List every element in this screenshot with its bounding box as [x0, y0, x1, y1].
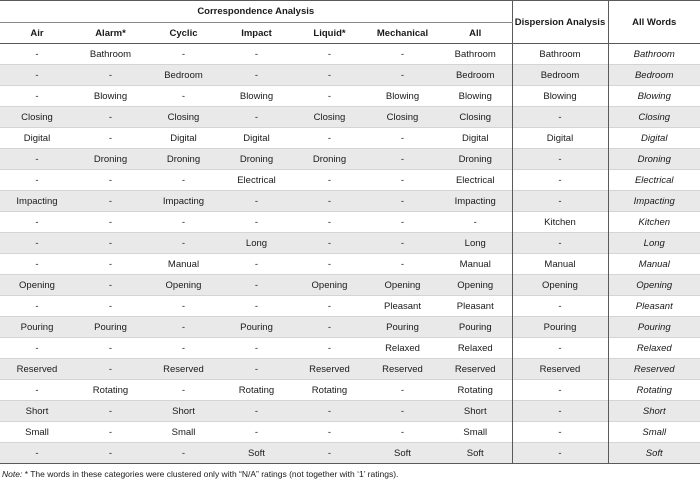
table-cell: Pouring [0, 317, 74, 338]
table-cell: Electrical [455, 174, 495, 186]
correspondence-analysis-header: Correspondence Analysis [0, 1, 512, 23]
table-cell: Bathroom [512, 44, 608, 65]
table-cell: Blowing [385, 90, 420, 102]
table-cell: Impacting [439, 191, 512, 212]
table-cell: - [108, 174, 113, 186]
table-cell: - [220, 359, 293, 380]
table-cell: - [35, 300, 39, 312]
table-cell: Pleasant [384, 300, 421, 312]
table-cell: Reserved [512, 359, 608, 380]
table-cell: Closing [0, 107, 74, 128]
table-cell: Bathroom [608, 44, 700, 65]
table-row [0, 254, 700, 275]
table-cell: Short [608, 401, 700, 422]
table-cell: - [327, 90, 332, 102]
table-cell: - [108, 132, 113, 144]
table-cell: Pouring [512, 317, 608, 338]
table-cell: Rotating [92, 384, 129, 396]
table-cell: Soft [608, 443, 700, 464]
table-cell: Rotating [311, 384, 348, 396]
table-cell: - [147, 443, 220, 464]
table-cell: Opening [608, 275, 700, 296]
table-cell: Impacting [0, 191, 74, 212]
table-cell: - [74, 233, 147, 254]
table-cell: Pouring [74, 317, 147, 338]
table-cell: - [512, 380, 608, 401]
table-row [0, 191, 700, 212]
table-cell: Bedroom [512, 65, 608, 86]
table-cell: Relaxed [608, 338, 700, 359]
table-cell: - [0, 443, 74, 464]
table-cell: - [220, 275, 293, 296]
table-cell: Impacting [608, 191, 700, 212]
table-cell: - [35, 90, 39, 102]
table-cell: - [0, 233, 74, 254]
table-cell: Pleasant [608, 296, 700, 317]
table-cell: - [366, 233, 439, 254]
table-cell: Closing [366, 107, 439, 128]
column-header: All [439, 23, 512, 44]
table-cell: - [35, 174, 39, 186]
table-cell: - [512, 338, 608, 359]
table-cell: Digital [243, 132, 270, 144]
table-cell: Bathroom [89, 48, 132, 60]
table-cell: Soft [366, 443, 439, 464]
table-cell: Blowing [512, 86, 608, 107]
table-row [0, 170, 700, 191]
column-header: Cyclic [147, 23, 220, 44]
table-cell: - [254, 426, 259, 438]
table-cell: - [366, 65, 439, 86]
note-text: * The words in these categories were clustered only with “N/A” ratings (not together with ‘1’ ratings). [22, 469, 399, 479]
table-cell: Pouring [220, 317, 293, 338]
column-header: Mechanical [366, 23, 439, 44]
table-cell: - [512, 422, 608, 443]
table-cell: - [220, 191, 293, 212]
table-cell: - [254, 300, 259, 312]
table-cell: Digital [512, 128, 608, 149]
table-cell: Rotating [608, 380, 700, 401]
table-cell: Manual [608, 254, 700, 275]
table-cell: - [512, 401, 608, 422]
table-cell: - [293, 233, 366, 254]
table-cell: Closing [608, 107, 700, 128]
table-cell: Soft [439, 443, 512, 464]
table-cell: - [400, 258, 405, 270]
table-cell: - [366, 401, 439, 422]
table-cell: Droning [608, 149, 700, 170]
table-row [0, 422, 700, 443]
table-cell: Bedroom [608, 65, 700, 86]
table-cell: - [293, 191, 366, 212]
table-cell: Opening [147, 275, 220, 296]
table-cell: - [181, 342, 186, 354]
table-cell: Droning [293, 149, 366, 170]
table-cell: - [108, 300, 113, 312]
table-cell: - [327, 300, 332, 312]
table-cell: - [512, 170, 608, 191]
table-cell: Blowing [608, 86, 700, 107]
table-cell: - [327, 426, 332, 438]
table-cell: - [74, 107, 147, 128]
table-cell: - [147, 317, 220, 338]
table-cell: - [74, 191, 147, 212]
column-header: Liquid* [293, 23, 366, 44]
table-cell: - [327, 342, 332, 354]
table-row [0, 338, 700, 359]
table-cell: Pouring [608, 317, 700, 338]
table-cell: Blowing [93, 90, 128, 102]
table-row [0, 380, 700, 401]
table-cell: - [181, 384, 186, 396]
table-cell: Opening [366, 275, 439, 296]
table-cell: Short [439, 401, 512, 422]
table-row [0, 65, 700, 86]
table-cell: - [181, 300, 186, 312]
table-cell: - [147, 233, 220, 254]
table-cell: - [327, 216, 332, 228]
table-cell: Reserved [147, 359, 220, 380]
table-cell: Small [25, 426, 49, 438]
table-cell: Electrical [237, 174, 276, 186]
table-cell: - [0, 149, 74, 170]
table-cell: Pouring [439, 317, 512, 338]
table-row [0, 401, 700, 422]
table-cell: - [74, 65, 147, 86]
table-cell: Opening [512, 275, 608, 296]
table-cell: - [74, 359, 147, 380]
table-row [0, 212, 700, 233]
table-cell: Digital [23, 132, 51, 144]
table-row [0, 443, 700, 464]
table-cell: Rotating [238, 384, 275, 396]
table-cell: - [181, 48, 186, 60]
table-cell: - [473, 216, 477, 228]
table-cell: - [254, 216, 259, 228]
table-cell: - [108, 258, 113, 270]
table-cell: Droning [220, 149, 293, 170]
table-cell: Blowing [458, 90, 492, 102]
table-row [0, 44, 700, 65]
table-cell: Reserved [366, 359, 439, 380]
table-cell: - [400, 216, 405, 228]
table-cell: Manual [512, 254, 608, 275]
table-row [0, 296, 700, 317]
table-cell: Opening [439, 275, 512, 296]
table-row [0, 107, 700, 128]
table-cell: - [293, 443, 366, 464]
table-cell: - [400, 132, 405, 144]
table-cell: Long [439, 233, 512, 254]
table-cell: Short [0, 401, 74, 422]
table-cell: - [366, 149, 439, 170]
table-cell: - [35, 384, 39, 396]
dispersion-analysis-header: Dispersion Analysis [512, 1, 608, 44]
table-cell: - [366, 191, 439, 212]
table-cell: Blowing [239, 90, 274, 102]
table-cell: Manual [167, 258, 200, 270]
table-cell: - [108, 426, 113, 438]
table-cell: Closing [147, 107, 220, 128]
table-cell: - [181, 90, 186, 102]
table-row [0, 359, 700, 380]
table-row [0, 317, 700, 338]
table-cell: Small [463, 426, 488, 438]
table-cell: Opening [293, 275, 366, 296]
table-cell: - [74, 401, 147, 422]
table-cell: Long [608, 233, 700, 254]
table-cell: - [35, 48, 39, 60]
table-cell: - [400, 48, 405, 60]
column-header: Alarm* [74, 23, 147, 44]
table-cell: - [327, 258, 332, 270]
table-row [0, 128, 700, 149]
table-cell: Digital [170, 132, 197, 144]
table-cell: Droning [439, 149, 512, 170]
table-cell: - [293, 65, 366, 86]
table-cell: Reserved [0, 359, 74, 380]
table-cell: - [220, 65, 293, 86]
table-cell: Closing [293, 107, 366, 128]
table-cell: Droning [74, 149, 147, 170]
table-cell: Small [608, 422, 700, 443]
table-cell: - [220, 107, 293, 128]
note-label: Note: [2, 469, 23, 479]
table-body [0, 44, 700, 464]
table-cell: Reserved [439, 359, 512, 380]
table-cell: - [512, 191, 608, 212]
table-cell: Soft [220, 443, 293, 464]
table-cell: - [512, 233, 608, 254]
table-cell: - [327, 132, 332, 144]
table-cell: Closing [439, 107, 512, 128]
table-cell: Bathroom [454, 48, 496, 60]
table-cell: Relaxed [385, 342, 420, 354]
table-cell: Kitchen [608, 212, 700, 233]
table-cell: Short [147, 401, 220, 422]
table-cell: - [254, 258, 259, 270]
table-row [0, 86, 700, 107]
column-header: Air [0, 23, 74, 44]
table-cell: Bedroom [439, 65, 512, 86]
table-row [0, 275, 700, 296]
table-cell: - [35, 258, 39, 270]
table-note [0, 464, 700, 479]
table-cell: - [220, 401, 293, 422]
table-cell: - [512, 107, 608, 128]
all-words-header: All Words [608, 1, 700, 44]
table-cell: Electrical [608, 170, 700, 191]
table-cell: - [254, 48, 259, 60]
table-row [0, 149, 700, 170]
table-cell: Rotating [457, 384, 493, 396]
table-cell: Small [171, 426, 196, 438]
table-cell: - [74, 275, 147, 296]
table-cell: - [181, 216, 186, 228]
table-cell: - [108, 342, 113, 354]
table-cell: Digital [608, 128, 700, 149]
table-cell: - [400, 426, 405, 438]
table-cell: Opening [0, 275, 74, 296]
table-row [0, 233, 700, 254]
table-cell: Manual [459, 258, 491, 270]
table-cell: Pouring [366, 317, 439, 338]
table-cell: Digital [462, 132, 489, 144]
table-cell: - [74, 443, 147, 464]
column-header: Impact [220, 23, 293, 44]
table-cell: - [35, 216, 39, 228]
table-cell: Reserved [293, 359, 366, 380]
table-cell: - [512, 443, 608, 464]
table-cell: - [512, 296, 608, 317]
table-cell: Kitchen [512, 212, 608, 233]
table-cell: Impacting [147, 191, 220, 212]
table-cell: - [254, 342, 259, 354]
table-cell: - [35, 342, 39, 354]
table-cell: Pleasant [456, 300, 494, 312]
table-cell: - [181, 174, 186, 186]
table-cell: Relaxed [457, 342, 493, 354]
table-cell: - [400, 174, 405, 186]
table-cell: - [0, 65, 74, 86]
table-cell: - [108, 216, 113, 228]
table-cell: - [327, 174, 332, 186]
table-cell: - [327, 48, 332, 60]
table-cell: Reserved [608, 359, 700, 380]
table-cell: - [293, 401, 366, 422]
table-cell: Long [220, 233, 293, 254]
table-cell: - [512, 149, 608, 170]
table-cell: Droning [147, 149, 220, 170]
table-cell: - [400, 384, 405, 396]
table-cell: - [293, 317, 366, 338]
table-cell: Bedroom [147, 65, 220, 86]
